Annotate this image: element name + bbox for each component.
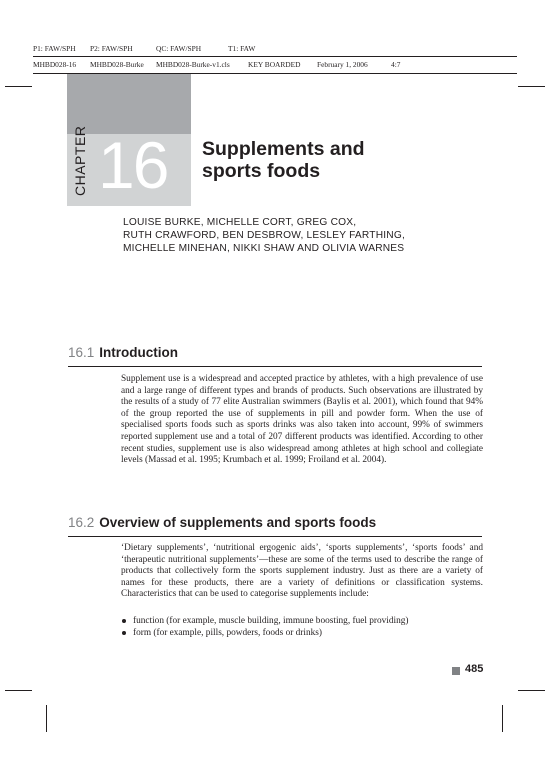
slug-p2: P2: FAW/SPH bbox=[90, 44, 133, 53]
section-number: 16.2 bbox=[68, 515, 95, 530]
slug-divider bbox=[33, 56, 517, 57]
page-marker-icon bbox=[452, 667, 460, 675]
slug-book: MHBD028-Burke bbox=[90, 60, 144, 69]
bullet-list bbox=[121, 615, 483, 639]
section-rule bbox=[68, 536, 482, 537]
chapter-number: 16 bbox=[98, 128, 168, 202]
chapter-authors bbox=[123, 216, 405, 255]
slug-code: MHBD028-16 bbox=[33, 60, 77, 69]
section-heading-introduction bbox=[68, 345, 178, 360]
chapter-label: CHAPTER bbox=[72, 125, 88, 196]
crop-mark bbox=[518, 690, 545, 691]
crop-mark bbox=[46, 705, 47, 732]
slug-date: February 1, 2006 bbox=[317, 60, 368, 69]
section-title: Overview of supplements and sports foods bbox=[99, 515, 377, 530]
slug-time: 4:7 bbox=[391, 60, 401, 69]
chapter-title-line-1: Supplements and bbox=[202, 138, 365, 160]
section-heading-overview bbox=[68, 515, 376, 530]
section-number: 16.1 bbox=[68, 345, 95, 360]
section-rule bbox=[68, 366, 482, 367]
authors-line-1: LOUISE BURKE, MICHELLE CORT, GREG COX, bbox=[123, 217, 357, 228]
crop-mark bbox=[502, 705, 503, 732]
chapter-title bbox=[202, 138, 365, 182]
crop-mark bbox=[5, 86, 32, 87]
page-number: 485 bbox=[465, 663, 484, 675]
slug-status: KEY BOARDED bbox=[248, 60, 301, 69]
slug-file: MHBD028-Burke-v1.cls bbox=[156, 60, 230, 69]
crop-mark bbox=[5, 690, 32, 691]
list-item: form (for example, pills, powders, foods or drinks) bbox=[121, 627, 483, 639]
slug-p1: P1: FAW/SPH bbox=[33, 44, 76, 53]
slug-t1: T1: FAW bbox=[228, 44, 256, 53]
slug-qc: QC: FAW/SPH bbox=[156, 44, 202, 53]
crop-mark bbox=[518, 86, 545, 87]
section-paragraph: Supplement use is a widespread and accepted practice by athletes, with a high prevalence of use and a large range of different types and brands of products. Such observations are illustrated by the results of a study of 77 elite Australian swimmers (Baylis et al. 2001), which found that 94% of the group reported the use of supplements in pill and powder form. When the use of specialised sports foods such as sports drinks was also taken into account, 99% of swimmers reported supplement use and a total of 207 different products was identified. According to other recent studies, supplement use is also widespread among athletes at high school and collegiate levels (Massad et al. 1995; Krumbach et al. 1999; Froiland et al. 2004). bbox=[121, 374, 483, 466]
authors-line-2: RUTH CRAWFORD, BEN DESBROW, LESLEY FARTHING, bbox=[123, 230, 406, 241]
section-paragraph: ‘Dietary supplements’, ‘nutritional ergogenic aids’, ‘sports supplements’, ‘sports foods’ and ‘therapeutic nutritional supplements’—these are some of the terms used to describe the range of products that collectively form the sports supplement industry. Just as there are a variety of names for these products, there are a variety of definitions or classification systems. Characteristics that can be used to categorise supplements include: bbox=[121, 543, 483, 600]
authors-line-3: MICHELLE MINEHAN, NIKKI SHAW AND OLIVIA WARNES bbox=[123, 243, 405, 254]
chapter-title-line-2: sports foods bbox=[202, 160, 321, 182]
section-title: Introduction bbox=[99, 345, 179, 360]
list-item: function (for example, muscle building, immune boosting, fuel providing) bbox=[121, 615, 483, 627]
